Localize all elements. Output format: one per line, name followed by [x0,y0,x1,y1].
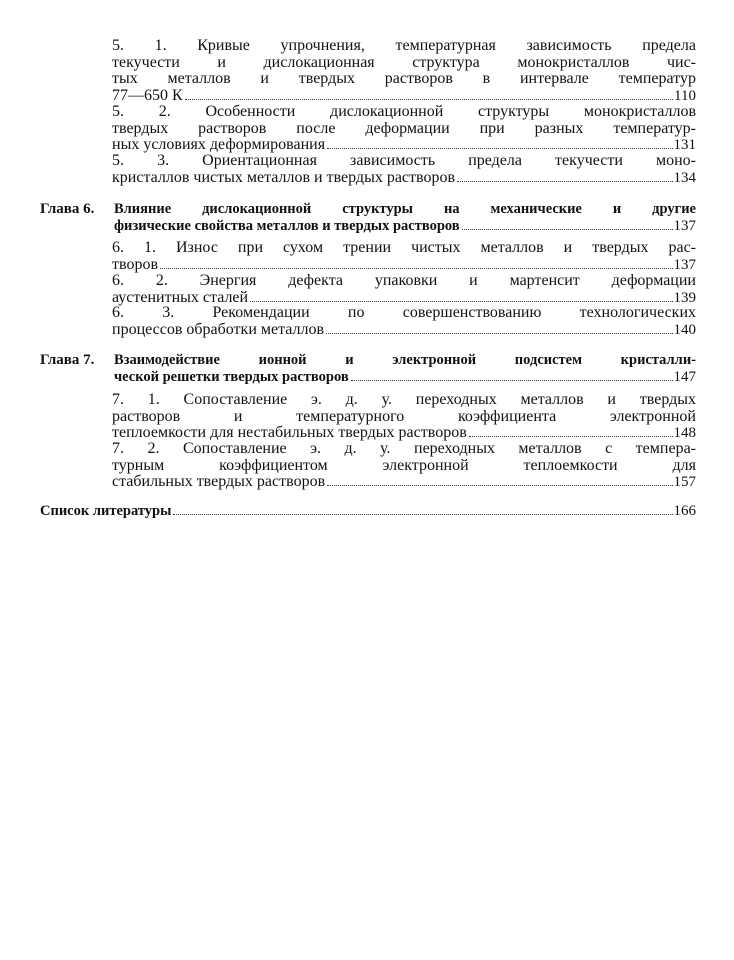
page-number: 148 [673,425,696,441]
page-number: 147 [673,368,696,385]
toc-entry-text: 6. 1. Износ при сухом трении чистых металлов и твердых рас- [112,240,696,256]
toc-entry-text: теплоемкости для нестабильных твердых растворов [112,424,467,441]
dot-leader [160,268,673,269]
toc-entry-text: твердых растворов после деформации при разных температур- [112,120,696,137]
toc-entry-text: творов [112,255,158,273]
toc-entry-5-1 [112,38,696,104]
toc-entry-text: тых металлов и твердых растворов в интервале температур [112,71,696,87]
page-number: 131 [673,137,696,153]
toc-entry-text: стабильных твердых растворов [112,473,326,490]
page-number: 110 [674,87,696,104]
dot-leader [185,99,673,100]
toc-entry-6-2 [112,273,696,306]
page-number: 157 [673,474,696,490]
toc-entry-text: 7. 1. Сопоставление э. д. у. переходных металлов и твердых [112,392,696,408]
dot-leader [462,229,673,230]
chapter-title: физические свойства металлов и твердых растворов [114,217,460,234]
toc-entry-7-1 [112,392,696,442]
toc-entry-text: турным коэффициентом электронной теплоемкости для [112,457,696,474]
chapter-title: Влияние дислокационной структуры на механические и другие [114,201,696,217]
toc-chapter-6 [40,201,696,234]
dot-leader [250,301,672,302]
toc-entry-5-3 [112,153,696,186]
toc-entry-7-2 [112,441,696,491]
toc-entry-text: 5. 1. Кривые упрочнения, температурная зависимость предела [112,38,696,54]
page-number: 139 [673,289,696,306]
chapter-title: ческой решетки твердых растворов [114,368,349,385]
toc-chapter-7 [40,352,696,385]
toc-bibliography [40,503,696,520]
page-number: 137 [673,217,696,234]
toc-entry-text: процессов обработки металлов [112,320,325,338]
toc-entry-6-3 [112,305,696,338]
chapter-label: Глава 7. [40,352,95,368]
page-number: 134 [673,169,696,186]
toc-entry-5-2 [112,104,696,154]
chapter-title: Взаимодействие ионной и электронной подсистем кристалли- [114,352,696,368]
toc-entry-text: 5. 2. Особенности дислокационной структуры монокристаллов [112,104,696,120]
toc-entry-text: ных условиях деформирования [112,136,326,153]
dot-leader [457,181,672,182]
toc-entry-text: 6. 2. Энергия дефекта упаковки и мартенсит деформации [112,273,696,289]
toc-entry-text: 77—650 К [112,86,183,104]
toc-entry-text: 7. 2. Сопоставление э. д. у. переходных металлов с темпера- [112,441,696,457]
toc-entry-text: 5. 3. Ориентационная зависимость предела текучести моно- [112,153,696,169]
dot-leader [327,485,672,486]
toc-entry-text: кристаллов чистых металлов и твердых растворов [112,168,456,186]
dot-leader [351,380,673,381]
bibliography-label: Список литературы [40,503,172,519]
dot-leader [327,148,672,149]
page-number: 140 [673,321,696,338]
toc-entry-text: растворов и температурного коэффициента электронной [112,408,696,425]
dot-leader [173,514,672,515]
dot-leader [469,436,673,437]
dot-leader [326,333,672,334]
toc-entry-text: аустенитных сталей [112,288,249,306]
toc-entry-text: текучести и дислокационная структура монокристаллов чис- [112,54,696,71]
page-number: 166 [673,503,696,519]
toc-entry-text: 6. 3. Рекомендации по совершенствованию технологических [112,305,696,321]
page-number: 137 [673,256,696,273]
toc-entry-6-1 [112,240,696,273]
chapter-label: Глава 6. [40,201,95,217]
